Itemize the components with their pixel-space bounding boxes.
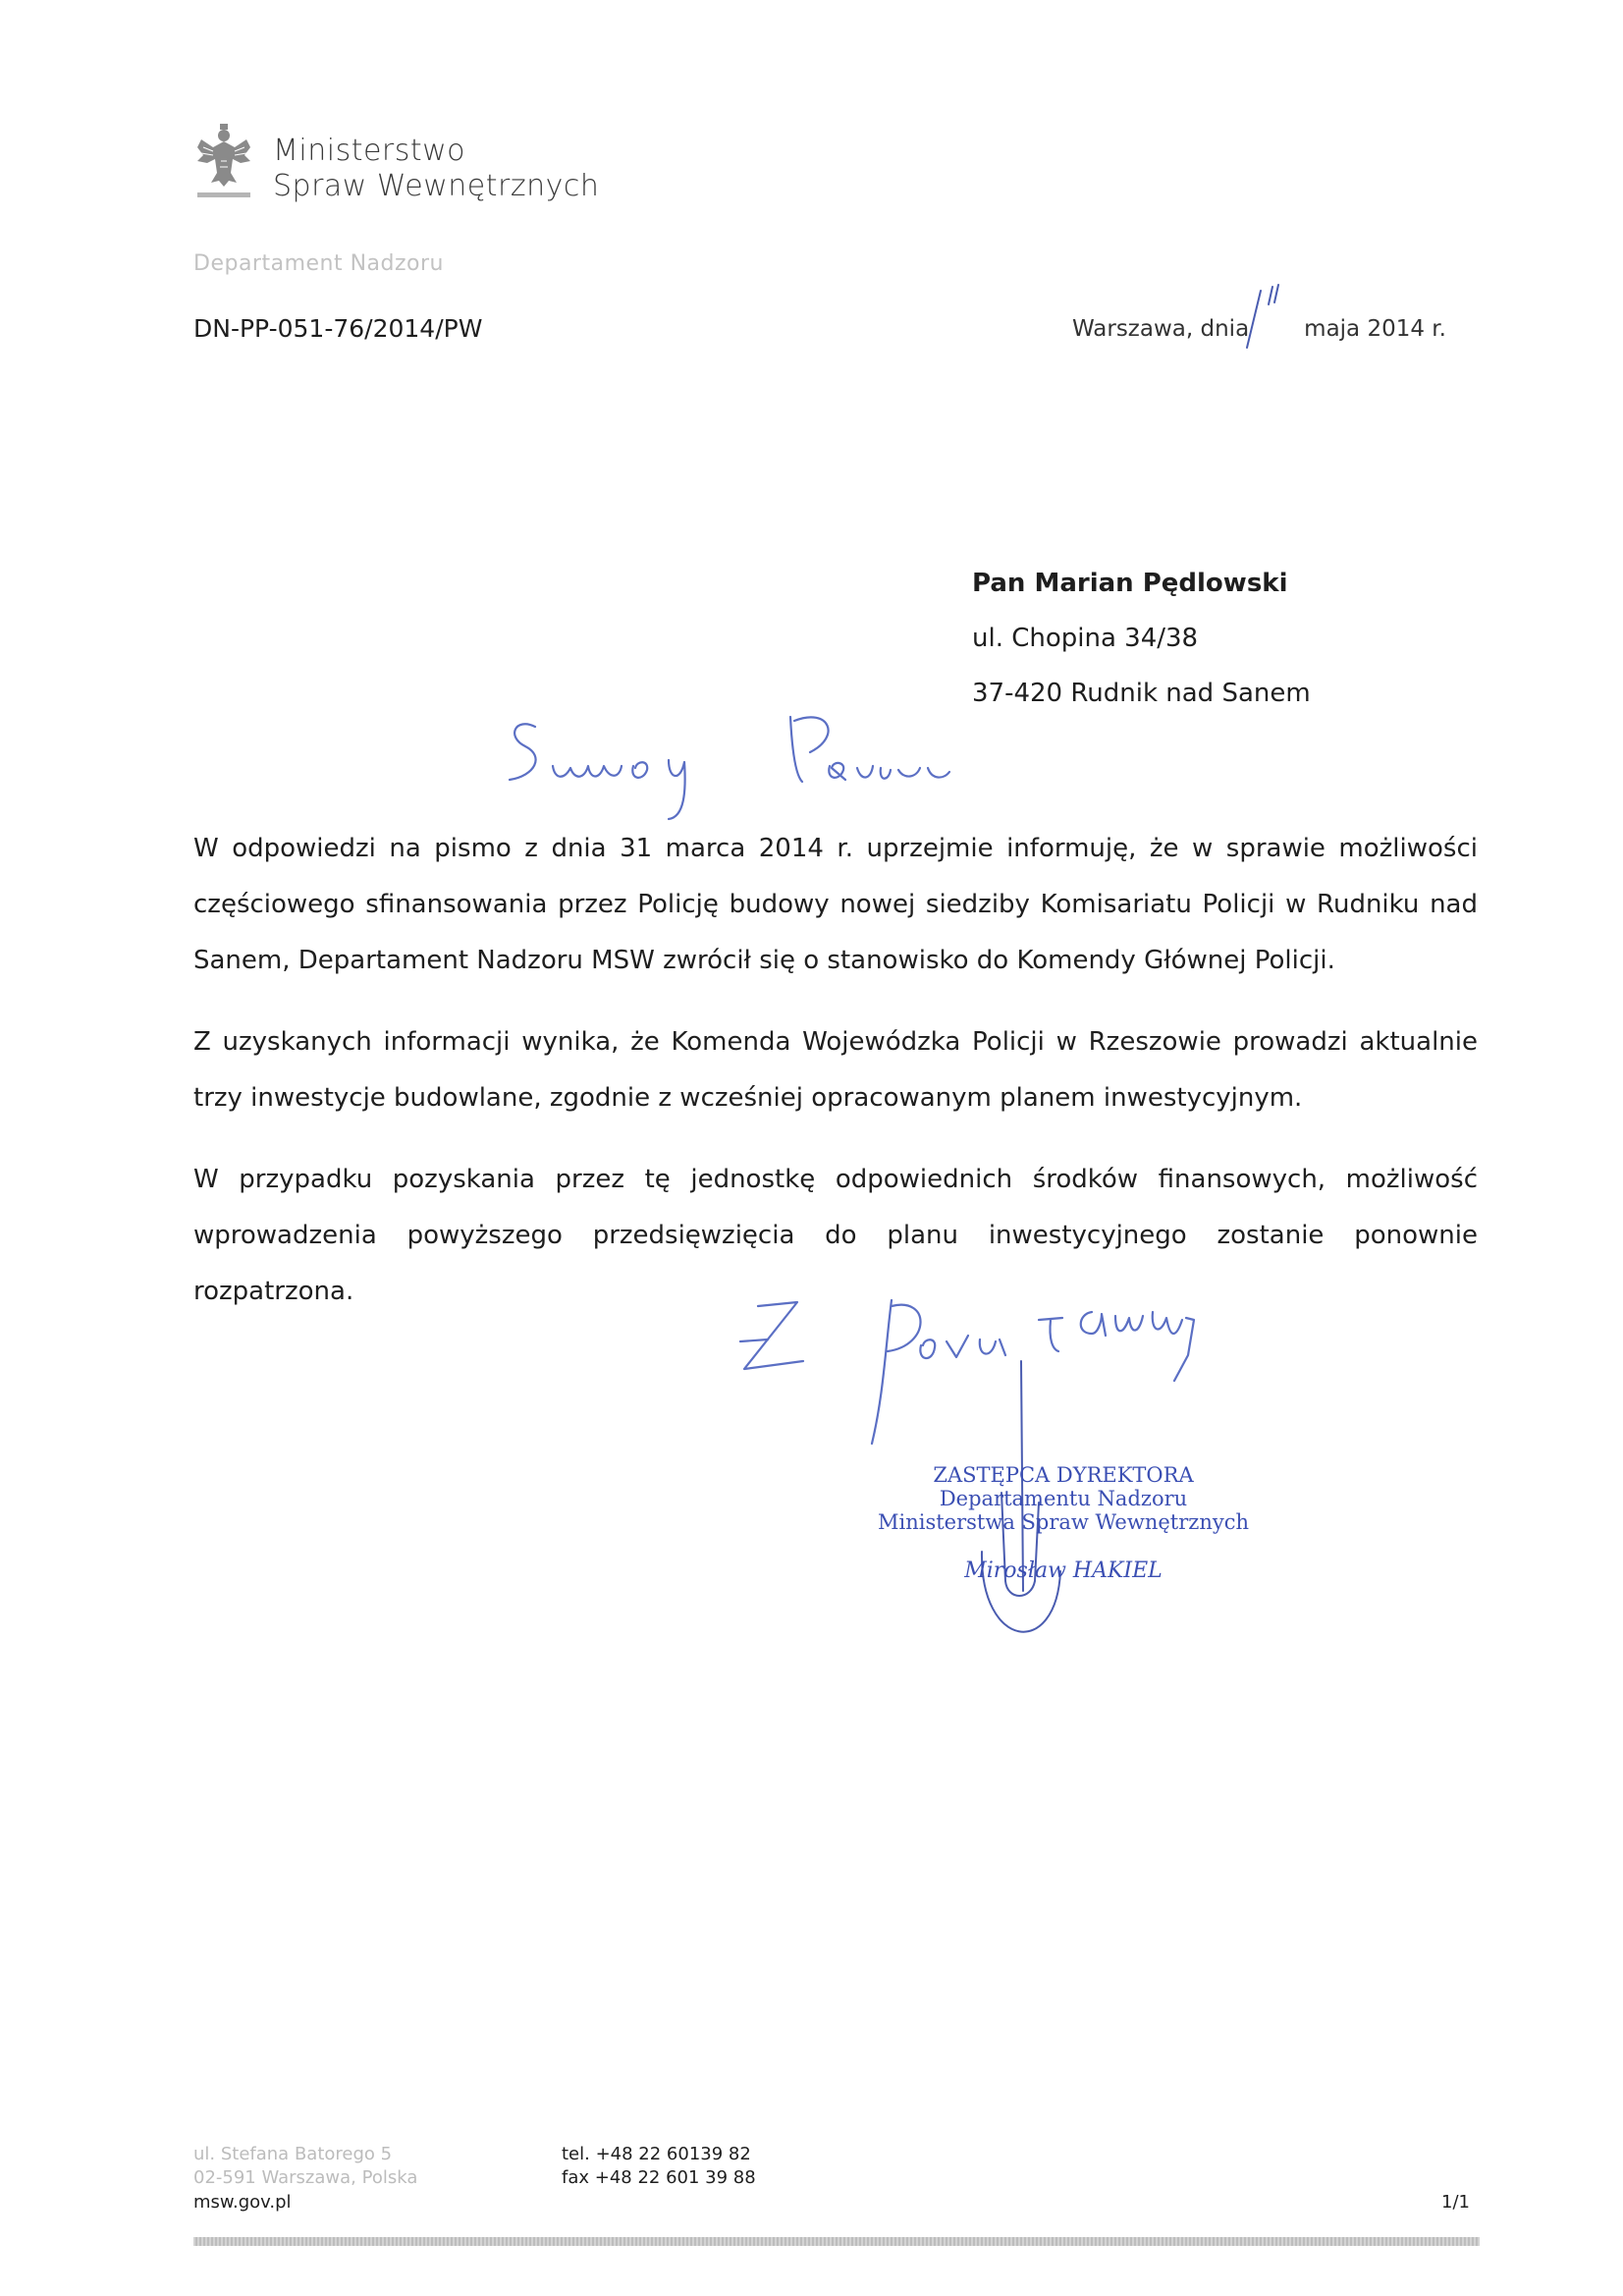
place-date-suffix: maja 2014 r. bbox=[1304, 316, 1446, 342]
addressee-block bbox=[972, 556, 1311, 721]
reference-number: DN-PP-051-76/2014/PW bbox=[193, 314, 483, 343]
footer-phone: tel. +48 22 60139 82 bbox=[562, 2144, 751, 2164]
body-paragraph-3: W przypadku pozyskania przez tę jednostkę odpowiednich środków finansowych, możliwość wprowadzenia powyższego przedsięwzięcia do planu inwestycyjnego zostanie ponownie rozpatrzona. bbox=[193, 1165, 1478, 1306]
handwritten-date-day bbox=[1239, 283, 1288, 352]
addressee-name: Pan Marian Pędlowski bbox=[972, 569, 1288, 598]
body-paragraph-2: Z uzyskanych informacji wynika, że Komenda Wojewódzka Policji w Rzeszowie prowadzi aktualnie trzy inwestycje budowlane, zgodnie z wcześniej opracowanym planem inwestycyjnym. bbox=[193, 1027, 1478, 1113]
footer-address-line1: ul. Stefana Batorego 5 bbox=[193, 2144, 393, 2164]
handwritten-greeting bbox=[496, 697, 977, 825]
ministry-name-line1: Ministerstwo bbox=[273, 134, 466, 168]
place-date-prefix: Warszawa, dnia bbox=[1072, 316, 1250, 342]
footer-address bbox=[193, 2143, 417, 2190]
footer-address-line2: 02-591 Warszawa, Polska bbox=[193, 2167, 418, 2188]
addressee-city: 37-420 Rudnik nad Sanem bbox=[972, 679, 1311, 708]
stamp-title: ZASTĘPCA DYREKTORA bbox=[933, 1463, 1194, 1487]
ministry-name bbox=[273, 134, 599, 204]
ministry-name-line2: Spraw Wewnętrznych bbox=[273, 169, 600, 203]
footer-divider bbox=[193, 2237, 1480, 2246]
stamp-ministry: Ministerstwa Spraw Wewnętrznych bbox=[877, 1510, 1249, 1534]
addressee-street: ul. Chopina 34/38 bbox=[972, 624, 1199, 653]
department-header: Departament Nadzoru bbox=[193, 251, 445, 276]
page-number: 1/1 bbox=[1441, 2192, 1470, 2213]
letter-body bbox=[193, 821, 1478, 1345]
stamp-department: Departamentu Nadzoru bbox=[939, 1487, 1188, 1510]
stamp-signatory-name: Mirosław HAKIEL bbox=[964, 1558, 1163, 1583]
body-paragraph-1: W odpowiedzi na pismo z dnia 31 marca 2014 r. uprzejmie informuję, że w sprawie możliwości częściowego sfinansowania przez Policję budowy nowej siedziby Komisariatu Policji w Rudniku nad Sanem, Departament Nadzoru MSW zwrócił się o stanowisko do Komendy Głównej Policji. bbox=[193, 834, 1478, 975]
footer-contact bbox=[562, 2143, 756, 2190]
polish-eagle-emblem-icon bbox=[193, 122, 254, 198]
footer-website: msw.gov.pl bbox=[193, 2192, 292, 2213]
footer-fax: fax +48 22 601 39 88 bbox=[562, 2167, 756, 2188]
official-stamp bbox=[842, 1463, 1284, 1583]
